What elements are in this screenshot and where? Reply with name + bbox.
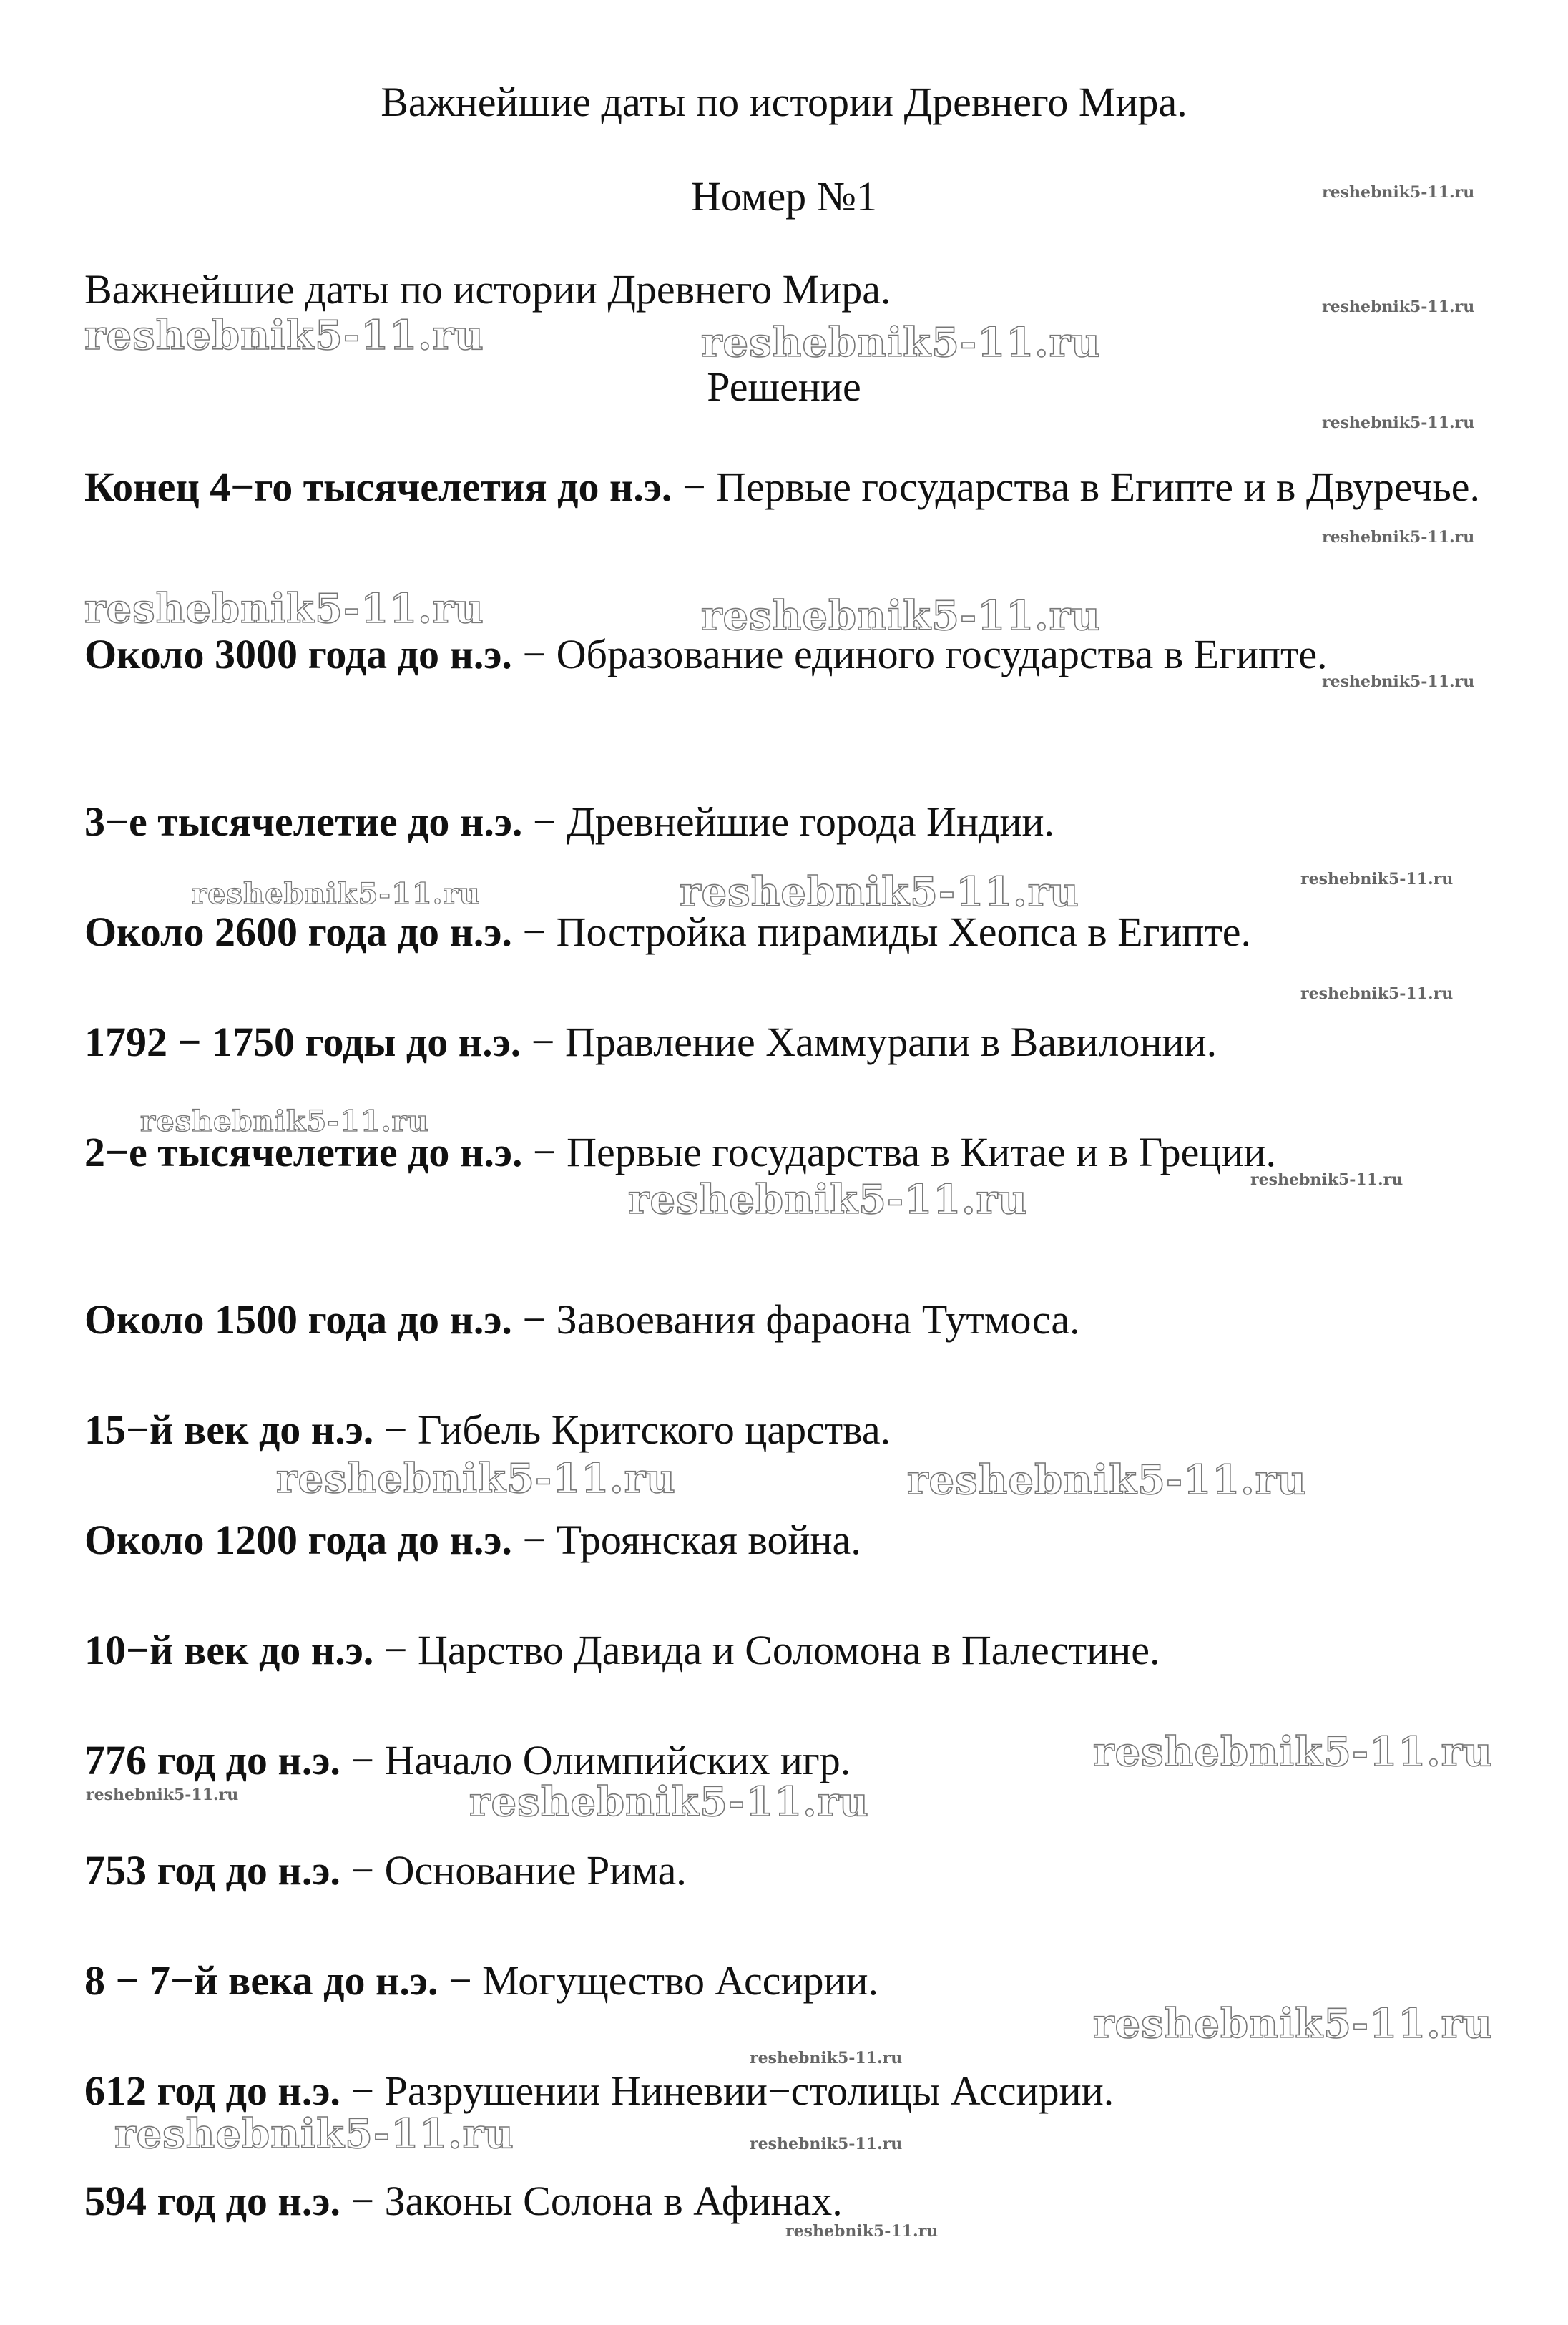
watermark: reshebnik5-11.ru [1300, 984, 1454, 1003]
watermark: reshebnik5-11.ru [84, 585, 484, 632]
entry-date: 3−е тысячелетие до н.э. [84, 798, 523, 845]
entry-date: 612 год до н.э. [84, 2067, 340, 2114]
task-number: Номер №1 [690, 173, 878, 220]
watermark: reshebnik5-11.ru [1300, 870, 1454, 889]
entry-event: Законы Солона в Афинах. [384, 2178, 843, 2224]
entry-event: Троянская война. [556, 1517, 861, 1563]
watermark: reshebnik5-11.ru [276, 1455, 676, 1502]
entry-dash: − [448, 1957, 472, 2004]
watermark: reshebnik5-11.ru [1322, 413, 1475, 432]
entry-event: Завоевания фараона Тутмоса. [556, 1296, 1080, 1343]
entry-dash: − [351, 1847, 375, 1894]
entry-event: Царство Давида и Соломона в Палестине. [418, 1627, 1160, 1673]
watermark: reshebnik5-11.ru [192, 877, 481, 911]
watermark: reshebnik5-11.ru [1093, 2000, 1493, 2047]
page-title: Важнейшие даты по истории Древнего Мира. [381, 79, 1187, 125]
entry-date: Конец 4−го тысячелетия до н.э. [84, 464, 672, 510]
entry-date: 2−е тысячелетие до н.э. [84, 1129, 523, 1175]
solution-label: Решение [707, 363, 861, 410]
entry-date: Около 3000 года до н.э. [84, 631, 512, 677]
entry-date: 776 год до н.э. [84, 1737, 340, 1783]
entry-event: Первые государства в Китае и в Греции. [567, 1129, 1276, 1175]
date-entry [84, 1402, 1501, 1458]
entry-date: 1792 − 1750 годы до н.э. [84, 1019, 521, 1065]
watermark: reshebnik5-11.ru [1093, 1728, 1493, 1776]
watermark: reshebnik5-11.ru [469, 1778, 869, 1826]
entry-event: Начало Олимпийских игр. [384, 1737, 851, 1783]
entry-dash: − [522, 631, 547, 677]
entry-dash: − [351, 2178, 375, 2224]
entry-event: Могущество Ассирии. [482, 1957, 879, 2004]
watermark: reshebnik5-11.ru [907, 1457, 1307, 1504]
watermark: reshebnik5-11.ru [1250, 1170, 1403, 1189]
entry-dash: − [522, 909, 547, 955]
entry-date: 594 год до н.э. [84, 2178, 340, 2224]
subtitle: Важнейшие даты по истории Древнего Мира. [84, 266, 891, 313]
entry-date: Около 1500 года до н.э. [84, 1296, 512, 1343]
entry-event: Гибель Критского царства. [418, 1406, 891, 1453]
entry-event: Образование единого государства в Египте. [556, 631, 1328, 677]
watermark: reshebnik5-11.ru [701, 592, 1101, 640]
entry-date: 10−й век до н.э. [84, 1627, 374, 1673]
entry-dash: − [532, 1129, 557, 1175]
watermark: reshebnik5-11.ru [750, 2049, 903, 2067]
entry-dash: − [383, 1627, 408, 1673]
entry-dash: − [351, 2067, 375, 2114]
date-entry [84, 2173, 1501, 2229]
watermark: reshebnik5-11.ru [140, 1105, 429, 1138]
entry-event: Основание Рима. [384, 1847, 687, 1894]
watermark: reshebnik5-11.ru [750, 2135, 903, 2153]
entry-event: Первые государства в Египте и в Двуречье. [716, 464, 1481, 510]
date-entry [84, 1843, 1501, 1899]
entry-event: Древнейшие города Индии. [567, 798, 1055, 845]
watermark: reshebnik5-11.ru [680, 868, 1079, 916]
watermark: reshebnik5-11.ru [1322, 298, 1475, 316]
entry-event: Разрушении Ниневии−столицы Ассирии. [384, 2067, 1114, 2114]
entry-date: 753 год до н.э. [84, 1847, 340, 1894]
date-entry [84, 1622, 1501, 1678]
entry-dash: − [522, 1296, 547, 1343]
watermark: reshebnik5-11.ru [86, 1786, 239, 1804]
date-entry [84, 459, 1501, 515]
entry-dash: − [351, 1737, 375, 1783]
watermark: reshebnik5-11.ru [785, 2222, 939, 2241]
date-entry [84, 794, 1501, 850]
watermark: reshebnik5-11.ru [628, 1176, 1028, 1223]
watermark: reshebnik5-11.ru [701, 319, 1101, 366]
watermark: reshebnik5-11.ru [1322, 672, 1475, 691]
entry-dash: − [682, 464, 706, 510]
watermark: reshebnik5-11.ru [114, 2110, 514, 2158]
entry-dash: − [522, 1517, 547, 1563]
entry-date: 15−й век до н.э. [84, 1406, 374, 1453]
entry-date: Около 2600 года до н.э. [84, 909, 512, 955]
entry-dash: − [531, 1019, 555, 1065]
watermark: reshebnik5-11.ru [1322, 183, 1475, 202]
entry-date: 8 − 7−й века до н.э. [84, 1957, 438, 2004]
date-entry [84, 1292, 1501, 1348]
entry-event: Правление Хаммурапи в Вавилонии. [564, 1019, 1217, 1065]
watermark: reshebnik5-11.ru [84, 312, 484, 359]
entry-date: Около 1200 года до н.э. [84, 1517, 512, 1563]
entry-event: Постройка пирамиды Хеопса в Египте. [556, 909, 1252, 955]
entry-dash: − [383, 1406, 408, 1453]
date-entry [84, 1014, 1501, 1070]
watermark: reshebnik5-11.ru [1322, 528, 1475, 547]
entry-dash: − [532, 798, 557, 845]
date-entry [84, 1512, 1501, 1568]
